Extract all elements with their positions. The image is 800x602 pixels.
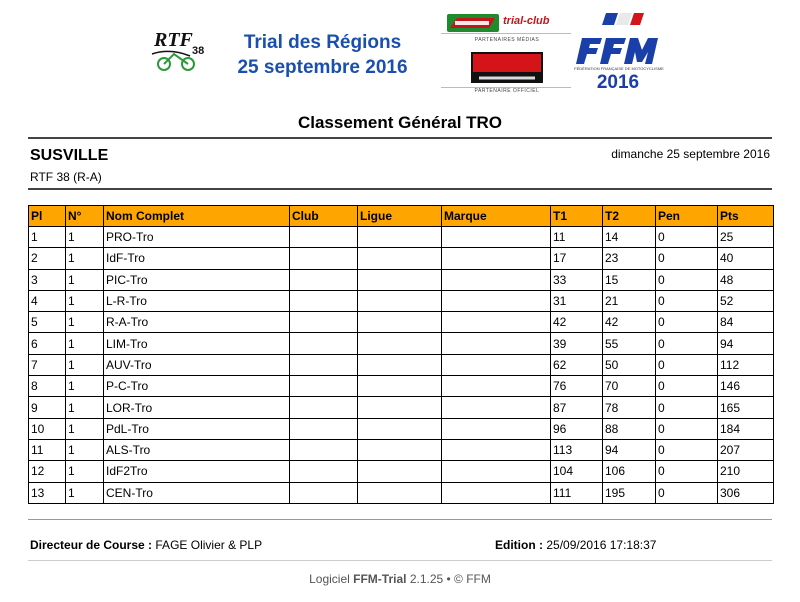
table-cell: 146 — [718, 376, 774, 397]
table-cell: 15 — [603, 269, 656, 290]
software-suffix: 2.1.25 • © FFM — [406, 572, 491, 586]
table-cell — [358, 354, 442, 375]
ffm-logo-icon — [576, 36, 658, 66]
table-cell: 0 — [656, 461, 718, 482]
column-header: Nom Complet — [104, 206, 290, 227]
table-cell: 42 — [551, 312, 603, 333]
table-cell: 42 — [603, 312, 656, 333]
software-credit — [0, 572, 800, 586]
sponsor-divider — [441, 33, 571, 34]
table-cell — [358, 482, 442, 503]
table-cell — [442, 333, 551, 354]
event-organiser: RTF 38 (R-A) — [30, 170, 102, 184]
column-header: Marque — [442, 206, 551, 227]
table-cell: 0 — [656, 269, 718, 290]
race-director — [30, 538, 262, 552]
table-body — [29, 227, 774, 504]
table-cell: 165 — [718, 397, 774, 418]
table-cell: AUV-Tro — [104, 354, 290, 375]
table-cell: 306 — [718, 482, 774, 503]
table-cell: 1 — [66, 312, 104, 333]
table-row — [29, 227, 774, 248]
software-name: FFM-Trial — [353, 572, 407, 586]
event-date: dimanche 25 septembre 2016 — [611, 147, 770, 161]
table-cell: 184 — [718, 418, 774, 439]
edition-label: Edition : — [495, 538, 543, 552]
table-row — [29, 354, 774, 375]
table-cell: 76 — [551, 376, 603, 397]
ffm-brand — [574, 12, 664, 96]
table-cell: 106 — [603, 461, 656, 482]
table-cell — [442, 376, 551, 397]
column-header: Pl — [29, 206, 66, 227]
table-cell: 0 — [656, 482, 718, 503]
svg-text:38: 38 — [192, 45, 205, 57]
software-divider — [28, 560, 772, 561]
table-cell: 3 — [29, 269, 66, 290]
table-cell: P-C-Tro — [104, 376, 290, 397]
table-cell — [442, 269, 551, 290]
table-cell: CEN-Tro — [104, 482, 290, 503]
title-divider — [28, 137, 772, 139]
official-partner-caption: PARTENAIRE OFFICIEL — [474, 88, 540, 94]
edition-value: 25/09/2016 17:18:37 — [546, 538, 657, 552]
table-cell — [358, 376, 442, 397]
table-cell: 1 — [66, 418, 104, 439]
table-cell: 39 — [551, 333, 603, 354]
table-cell: PdL-Tro — [104, 418, 290, 439]
info-divider — [28, 188, 772, 190]
table-cell — [290, 354, 358, 375]
table-cell — [442, 439, 551, 460]
table-cell: 84 — [718, 312, 774, 333]
table-cell — [290, 248, 358, 269]
table-cell: PRO-Tro — [104, 227, 290, 248]
table-cell: 25 — [718, 227, 774, 248]
table-cell: 104 — [551, 461, 603, 482]
table-row — [29, 482, 774, 503]
table-cell — [358, 227, 442, 248]
sponsors — [437, 12, 577, 92]
table-cell: 70 — [603, 376, 656, 397]
table-cell — [442, 354, 551, 375]
table-cell: 21 — [603, 290, 656, 311]
table-cell: LOR-Tro — [104, 397, 290, 418]
table-cell: 1 — [66, 376, 104, 397]
table-cell: 1 — [29, 227, 66, 248]
table-cell: 9 — [29, 397, 66, 418]
table-cell: 113 — [551, 439, 603, 460]
table-row — [29, 333, 774, 354]
column-header: T1 — [551, 206, 603, 227]
table-row — [29, 376, 774, 397]
table-row — [29, 290, 774, 311]
table-cell: 6 — [29, 333, 66, 354]
table-cell: 0 — [656, 290, 718, 311]
event-title — [210, 30, 435, 80]
table-cell: 52 — [718, 290, 774, 311]
table-cell: 1 — [66, 290, 104, 311]
table-cell: 0 — [656, 354, 718, 375]
table-cell: 8 — [29, 376, 66, 397]
table-cell: 1 — [66, 269, 104, 290]
table-cell: 7 — [29, 354, 66, 375]
rtf38-logo-icon — [150, 24, 214, 74]
column-header: N° — [66, 206, 104, 227]
footer-divider — [28, 519, 772, 520]
table-cell: 14 — [603, 227, 656, 248]
table-cell — [442, 461, 551, 482]
table-cell: 23 — [603, 248, 656, 269]
table-cell: 0 — [656, 439, 718, 460]
svg-text:RTF: RTF — [154, 29, 193, 51]
table-cell: 195 — [603, 482, 656, 503]
table-cell — [442, 290, 551, 311]
table-cell — [442, 418, 551, 439]
table-cell: 5 — [29, 312, 66, 333]
table-cell — [442, 248, 551, 269]
table-cell: 207 — [718, 439, 774, 460]
table-cell: 96 — [551, 418, 603, 439]
column-header: Pen — [656, 206, 718, 227]
table-cell — [358, 248, 442, 269]
table-cell — [442, 312, 551, 333]
table-cell — [358, 418, 442, 439]
table-cell: 1 — [66, 397, 104, 418]
table-cell: 0 — [656, 312, 718, 333]
table-row — [29, 439, 774, 460]
table-cell: 4 — [29, 290, 66, 311]
edition-info — [495, 538, 656, 552]
table-cell — [358, 461, 442, 482]
table-cell: 11 — [29, 439, 66, 460]
table-cell: 94 — [718, 333, 774, 354]
table-cell: 1 — [66, 227, 104, 248]
table-cell: 13 — [29, 482, 66, 503]
table-cell: 0 — [656, 397, 718, 418]
table-cell — [358, 439, 442, 460]
table-cell: 33 — [551, 269, 603, 290]
table-cell: 0 — [656, 227, 718, 248]
table-cell: 0 — [656, 248, 718, 269]
french-flag-icon — [602, 13, 644, 25]
table-cell — [290, 333, 358, 354]
table-row — [29, 461, 774, 482]
table-cell: 2 — [29, 248, 66, 269]
table-cell: 112 — [718, 354, 774, 375]
table-cell: 40 — [718, 248, 774, 269]
table-cell: 11 — [551, 227, 603, 248]
table-cell — [358, 290, 442, 311]
table-cell: LIM-Tro — [104, 333, 290, 354]
event-title-line2: 25 septembre 2016 — [237, 57, 408, 78]
table-cell — [290, 376, 358, 397]
table-cell: 87 — [551, 397, 603, 418]
column-header: Ligue — [358, 206, 442, 227]
table-cell: ALS-Tro — [104, 439, 290, 460]
table-cell — [442, 397, 551, 418]
table-row — [29, 269, 774, 290]
table-row — [29, 312, 774, 333]
table-cell — [358, 333, 442, 354]
table-cell: 1 — [66, 333, 104, 354]
table-cell: 12 — [29, 461, 66, 482]
table-cell — [358, 269, 442, 290]
table-cell: 0 — [656, 376, 718, 397]
column-header: T2 — [603, 206, 656, 227]
race-director-value: FAGE Olivier & PLP — [155, 538, 263, 552]
page-title: Classement Général TRO — [297, 113, 503, 132]
column-header: Club — [290, 206, 358, 227]
table-cell: IdF-Tro — [104, 248, 290, 269]
table-row — [29, 418, 774, 439]
table-row — [29, 397, 774, 418]
ffm-subtitle: FÉDÉRATION FRANÇAISE DE MOTOCYCLISME — [574, 66, 664, 71]
table-cell — [290, 312, 358, 333]
trial-club-logo: trial-club — [503, 15, 550, 27]
table-cell: R-A-Tro — [104, 312, 290, 333]
table-cell: 1 — [66, 439, 104, 460]
table-cell: 1 — [66, 248, 104, 269]
table-cell: L-R-Tro — [104, 290, 290, 311]
table-cell — [358, 397, 442, 418]
event-location: SUSVILLE — [30, 147, 109, 164]
column-header: Pts — [718, 206, 774, 227]
table-cell — [290, 461, 358, 482]
trial-magazine-logo-icon — [447, 14, 499, 32]
table-cell: 1 — [66, 482, 104, 503]
table-cell: 48 — [718, 269, 774, 290]
table-cell — [290, 439, 358, 460]
table-cell: 50 — [603, 354, 656, 375]
table-cell: PIC-Tro — [104, 269, 290, 290]
table-cell — [290, 397, 358, 418]
table-cell — [442, 482, 551, 503]
table-cell — [290, 269, 358, 290]
table-cell: 1 — [66, 461, 104, 482]
media-partners-caption: PARTENAIRES MÉDIAS — [474, 37, 540, 43]
table-cell: 62 — [551, 354, 603, 375]
table-cell: 78 — [603, 397, 656, 418]
table-cell — [442, 227, 551, 248]
table-cell: 10 — [29, 418, 66, 439]
table-row — [29, 248, 774, 269]
race-director-label: Directeur de Course : — [30, 538, 153, 552]
table-cell: 1 — [66, 354, 104, 375]
event-title-line1: Trial des Régions — [243, 32, 402, 53]
table-cell: 55 — [603, 333, 656, 354]
table-cell — [290, 290, 358, 311]
table-cell: 31 — [551, 290, 603, 311]
table-cell — [358, 312, 442, 333]
table-cell: 111 — [551, 482, 603, 503]
ffm-year: 2016 — [596, 72, 640, 93]
table-cell — [290, 227, 358, 248]
table-cell — [290, 482, 358, 503]
table-cell: 88 — [603, 418, 656, 439]
table-header-row — [29, 206, 774, 227]
dbs-batteries-logo-icon — [471, 52, 543, 83]
table-cell: 0 — [656, 418, 718, 439]
table-cell: 0 — [656, 333, 718, 354]
results-table — [28, 205, 774, 504]
table-cell: 210 — [718, 461, 774, 482]
table-cell: 17 — [551, 248, 603, 269]
table-cell — [290, 418, 358, 439]
table-cell: 94 — [603, 439, 656, 460]
software-prefix: Logiciel — [309, 572, 354, 586]
table-cell: IdF2Tro — [104, 461, 290, 482]
